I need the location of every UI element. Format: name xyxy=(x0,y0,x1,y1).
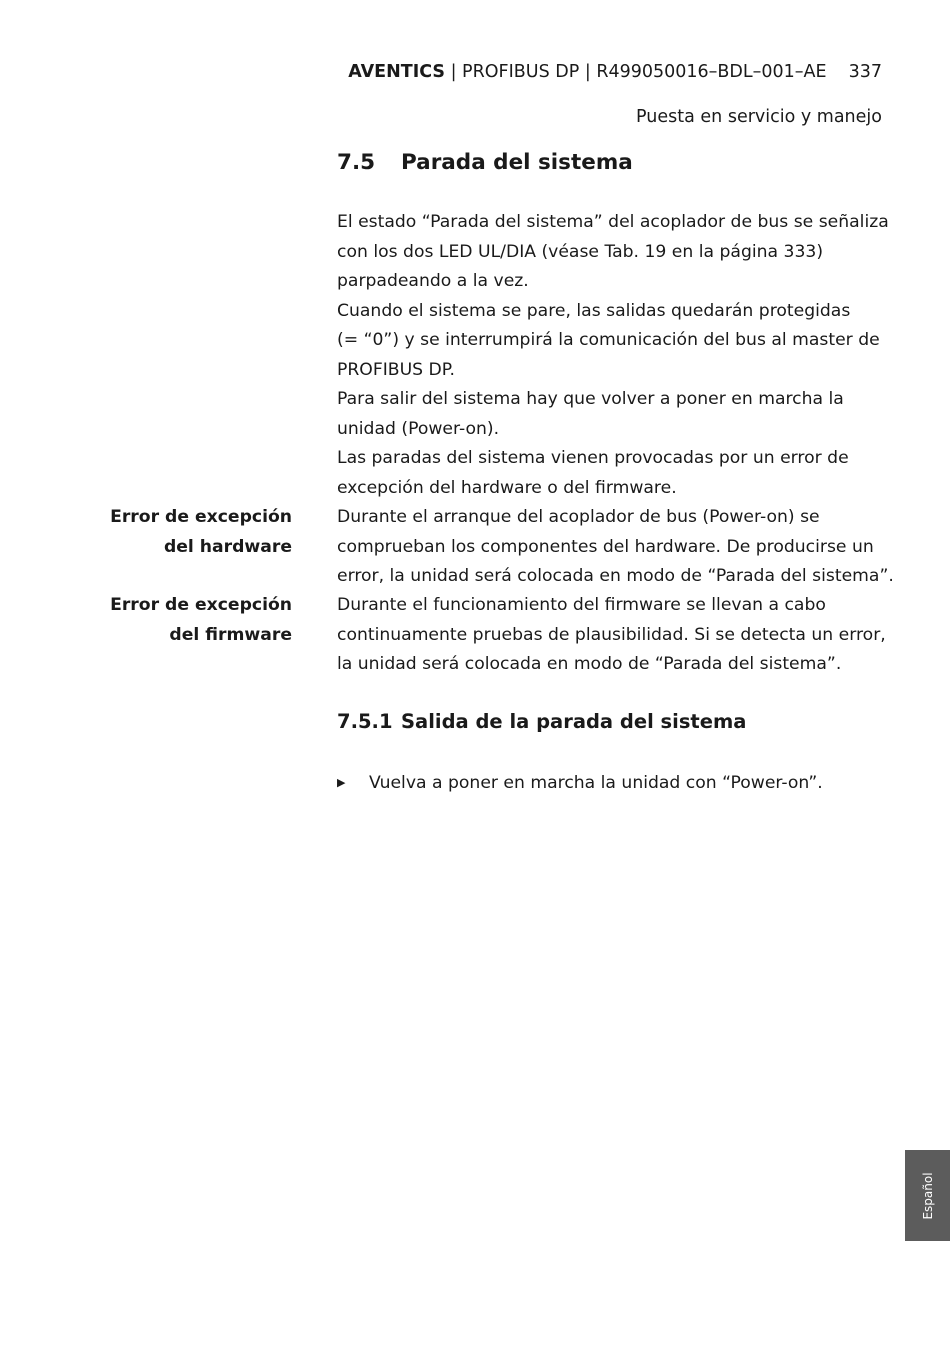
firmware-error-text xyxy=(337,591,897,680)
page-number: 337 xyxy=(848,62,882,82)
language-tab xyxy=(905,1150,950,1241)
label-line: Error de excepción xyxy=(110,507,292,527)
label-line: Error de excepción xyxy=(110,595,292,615)
text-line: excepción del hardware o del firmware. xyxy=(337,477,677,498)
text-line: Las paradas del sistema vienen provocadas por un error de xyxy=(337,448,849,468)
text-line: PROFIBUS DP. xyxy=(337,359,455,380)
subsection-number: 7.5.1 xyxy=(337,710,393,733)
document-number: R499050016–BDL–001–AE xyxy=(596,62,827,82)
chapter-label: Puesta en servicio y manejo xyxy=(636,107,882,127)
text-line: Durante el funcionamiento del firmware se llevan a cabo xyxy=(337,595,826,615)
product-name: PROFIBUS DP xyxy=(462,62,580,82)
instruction-text: Vuelva a poner en marcha la unidad con “Power-on”. xyxy=(369,773,823,793)
section-number: 7.5 xyxy=(337,150,376,175)
text-line: con los dos LED UL/DIA (véase Tab. 19 en la página 333) xyxy=(337,241,824,262)
brand-name: AVENTICS xyxy=(348,62,446,82)
text-line: Durante el arranque del acoplador de bus (Power-on) se xyxy=(337,507,820,527)
subsection-heading xyxy=(337,710,746,733)
header-separator: | xyxy=(579,62,597,82)
instruction-item xyxy=(337,768,823,799)
page-header xyxy=(348,62,882,82)
triangle-right-icon: ▶ xyxy=(337,776,346,789)
hardware-error-label xyxy=(72,503,292,562)
section-title: Parada del sistema xyxy=(401,150,633,175)
text-line: (= “0”) y se interrumpirá la comunicación del bus al master de xyxy=(337,330,880,350)
language-tab-label: Español xyxy=(920,1171,935,1220)
text-line: comprueban los componentes del hardware. De producirse un xyxy=(337,536,874,557)
text-line: continuamente pruebas de plausibilidad. Si se detecta un error, xyxy=(337,624,886,645)
text-line: parpadeando a la vez. xyxy=(337,271,529,291)
text-line: error, la unidad será colocada en modo de “Parada del sistema”. xyxy=(337,566,894,586)
text-line: unidad (Power-on). xyxy=(337,418,500,439)
label-line: del hardware xyxy=(163,536,292,557)
section-heading xyxy=(337,150,633,175)
subsection-title: Salida de la parada del sistema xyxy=(401,710,747,733)
section-intro xyxy=(337,208,897,503)
hardware-error-text xyxy=(337,503,897,592)
firmware-error-label xyxy=(72,591,292,650)
text-line: Para salir del sistema hay que volver a poner en marcha la xyxy=(337,389,844,409)
text-line: Cuando el sistema se pare, las salidas quedarán protegidas xyxy=(337,300,851,321)
text-line: El estado “Parada del sistema” del acoplador de bus se señaliza xyxy=(337,212,889,232)
text-line: la unidad será colocada en modo de “Parada del sistema”. xyxy=(337,654,842,674)
header-separator: | xyxy=(445,62,463,82)
label-line: del firmware xyxy=(169,624,292,645)
